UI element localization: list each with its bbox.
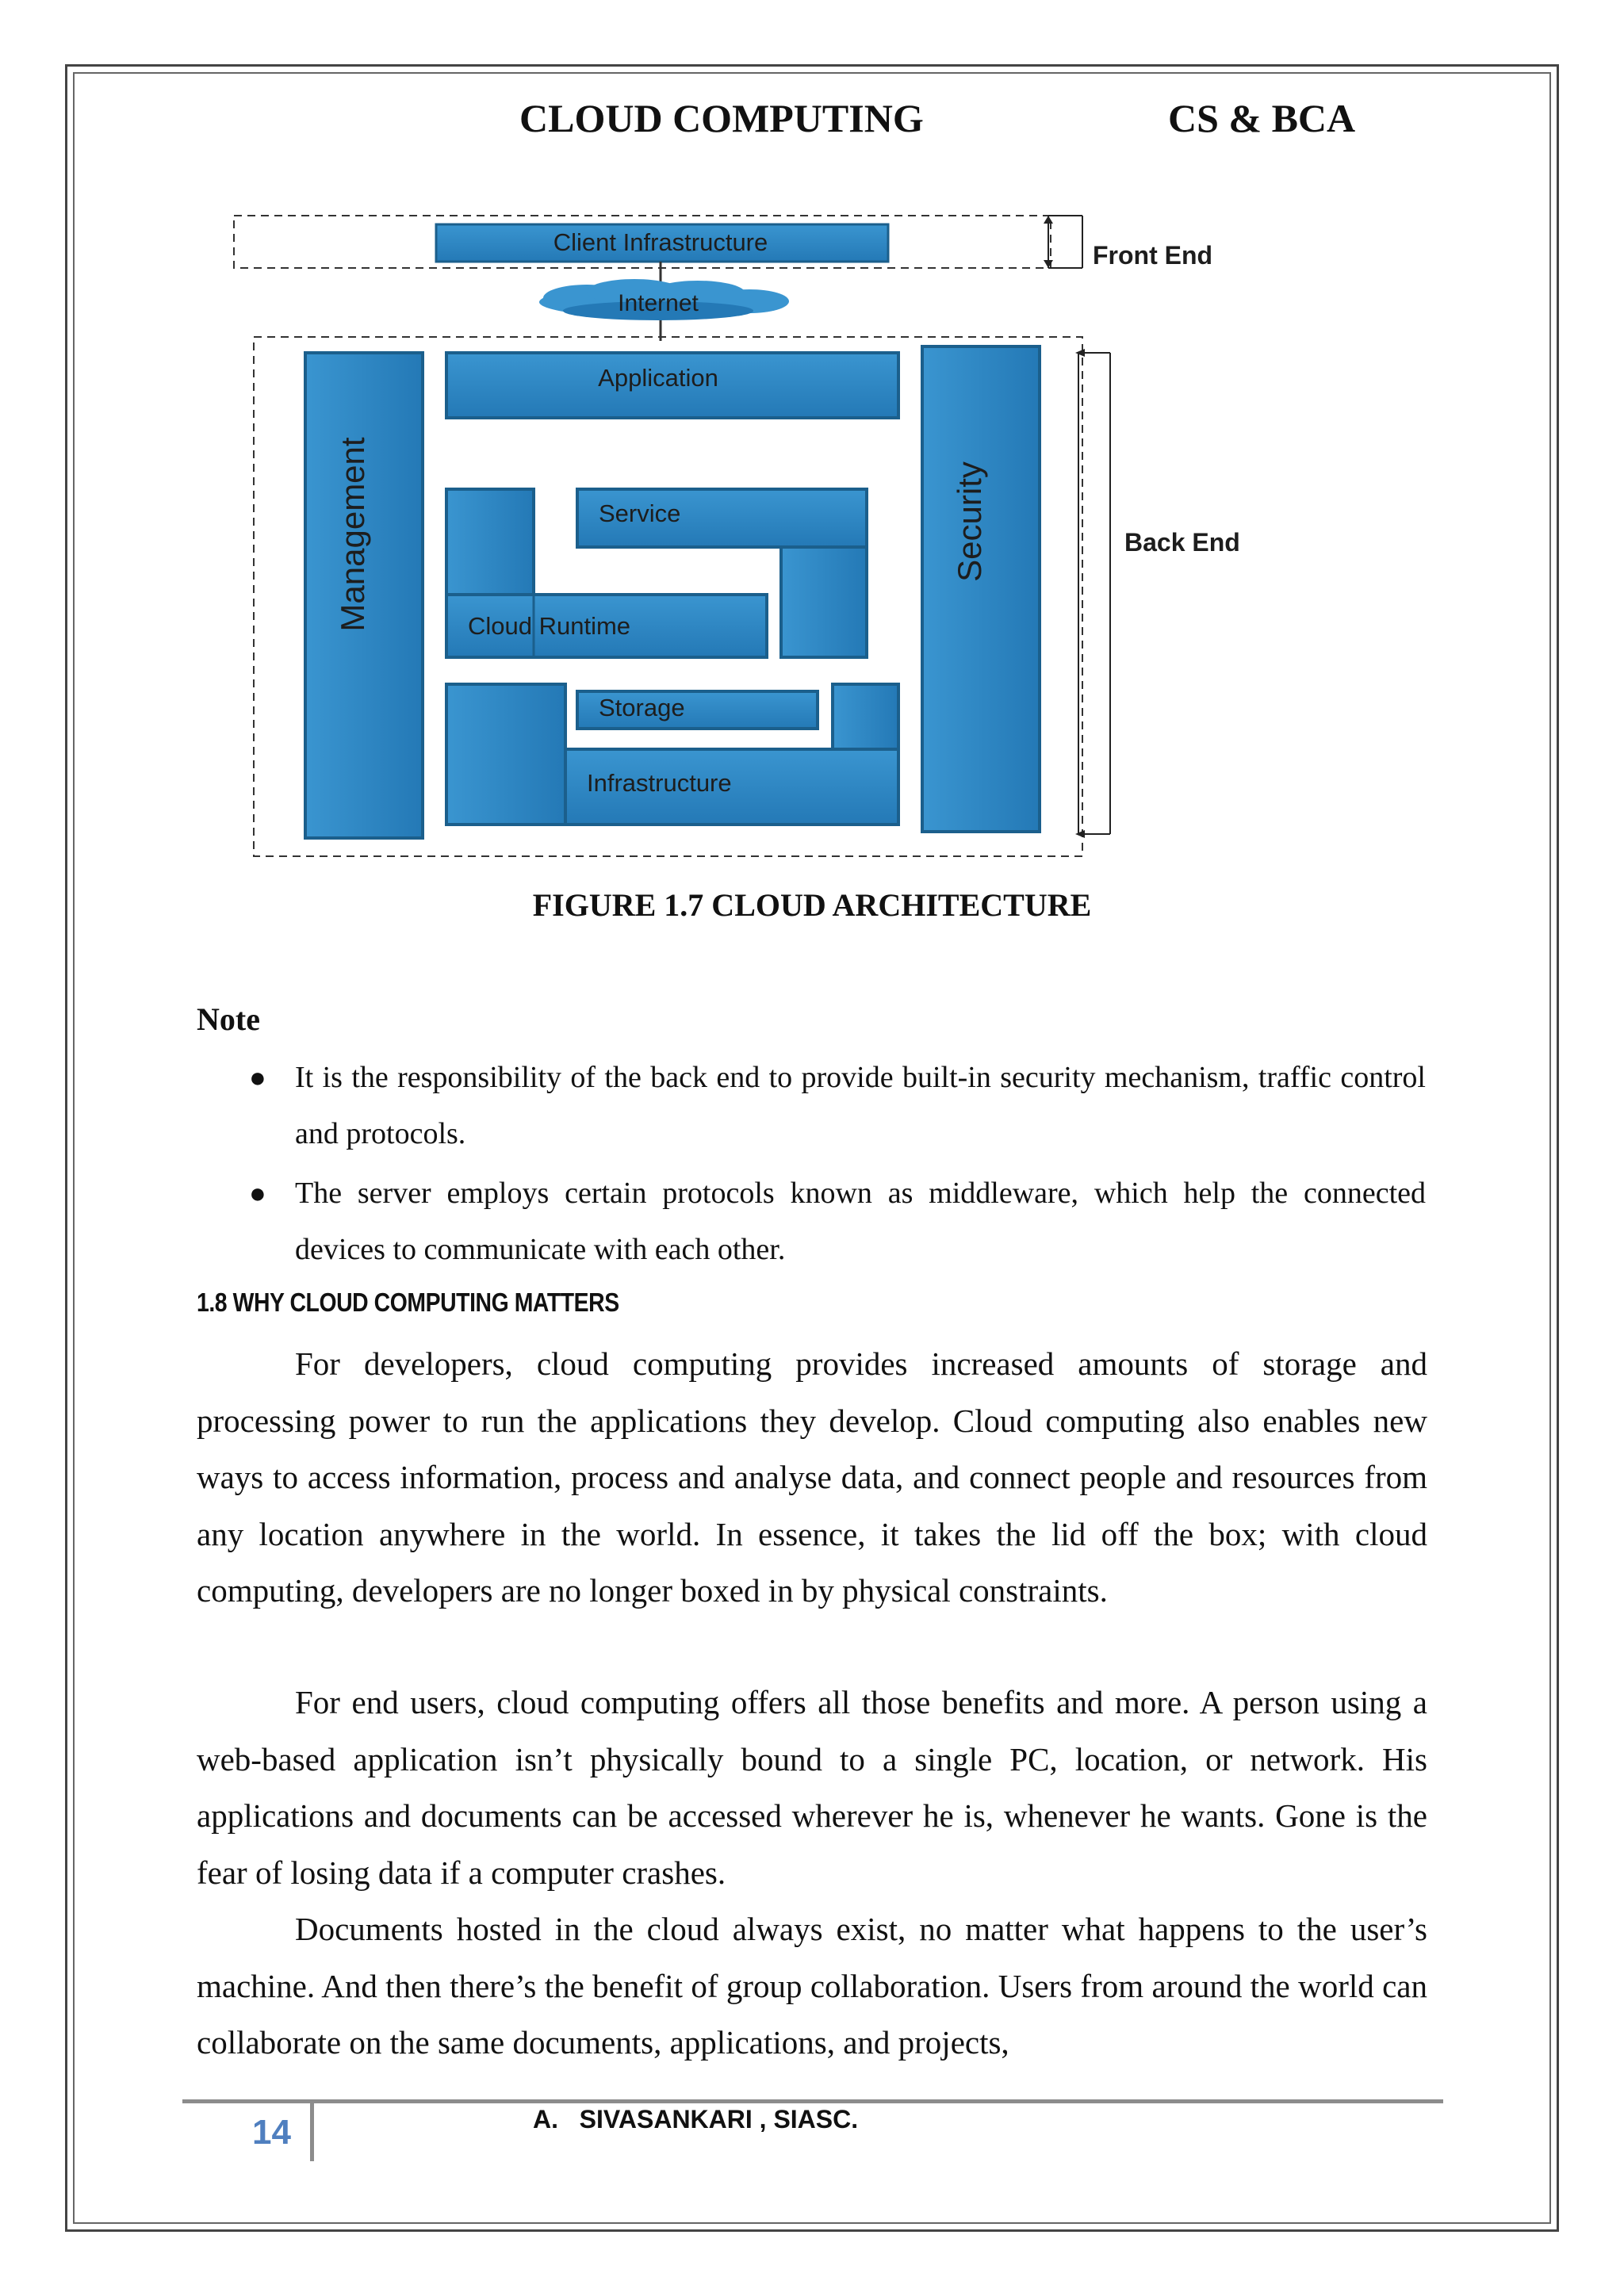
note-bullet-text: The server employs certain protocols known as middleware, which help the connected devices to communicate with each other. — [295, 1177, 1426, 1266]
figure-caption: FIGURE 1.7 CLOUD ARCHITECTURE — [532, 887, 1092, 923]
header-course: CS & BCA — [1168, 96, 1356, 140]
footer-divider — [310, 2101, 314, 2161]
page-number: 14 — [252, 2113, 291, 2152]
client-infrastructure-label: Client Infrastructure — [553, 228, 768, 256]
infrastructure-label: Infrastructure — [587, 769, 732, 797]
storage-column — [833, 684, 898, 749]
front-end-label: Front End — [1093, 241, 1213, 270]
body-paragraph: Documents hosted in the cloud always exist, no matter what happens to the user’s machine. And then there’s the benefit of group collaboration. Users from around the world can collaborate on the same documents, applications, and projects, — [197, 1911, 1427, 2061]
service-column — [781, 547, 867, 657]
bullet-icon: ● — [249, 1062, 266, 1093]
note-bullet — [197, 1050, 1426, 1162]
note-bullet-text: It is the responsibility of the back end to provide built-in security mechanism, traffic control and protocols. — [295, 1061, 1426, 1150]
section-heading: 1.8 WHY CLOUD COMPUTING MATTERS — [197, 1288, 619, 1317]
note-title: Note — [197, 1001, 260, 1037]
cloud-runtime-label: Cloud Runtime — [468, 612, 631, 640]
bullet-icon: ● — [249, 1177, 266, 1209]
security-block — [922, 346, 1040, 832]
note-bullet — [197, 1165, 1426, 1278]
header-title: CLOUD COMPUTING — [519, 96, 924, 140]
application-label: Application — [598, 364, 718, 392]
internet-label: Internet — [618, 290, 699, 316]
note-bullet-list — [197, 1050, 1426, 1281]
service-label: Service — [599, 499, 681, 527]
back-end-label: Back End — [1124, 528, 1240, 557]
body-paragraph: For end users, cloud computing offers all those benefits and more. A person using a web-based application isn’t physically bound to a single PC, location, or network. His applications and documents can be accessed wherever he is, whenever he wants. Gone is the fear of losing data if a computer crashes. — [197, 1684, 1427, 1891]
infrastructure-column — [446, 684, 565, 825]
storage-label: Storage — [599, 694, 685, 721]
body-paragraph: For developers, cloud computing provides increased amounts of storage and processing power to run the applications they develop. Cloud computing also enables new ways to access information, process and analyse data, and connect people and resources from any location anywhere in the world. In essence, it takes the lid off the box; with cloud computing, developers are no longer boxed in by physical constraints. — [197, 1345, 1427, 1609]
cloud-architecture-diagram — [0, 0, 1624, 880]
footer-rule — [182, 2099, 1443, 2103]
footer-author: A. SIVASANKARI , SIASC. — [533, 2105, 859, 2133]
security-label: Security — [951, 461, 988, 582]
management-label: Management — [334, 437, 371, 632]
